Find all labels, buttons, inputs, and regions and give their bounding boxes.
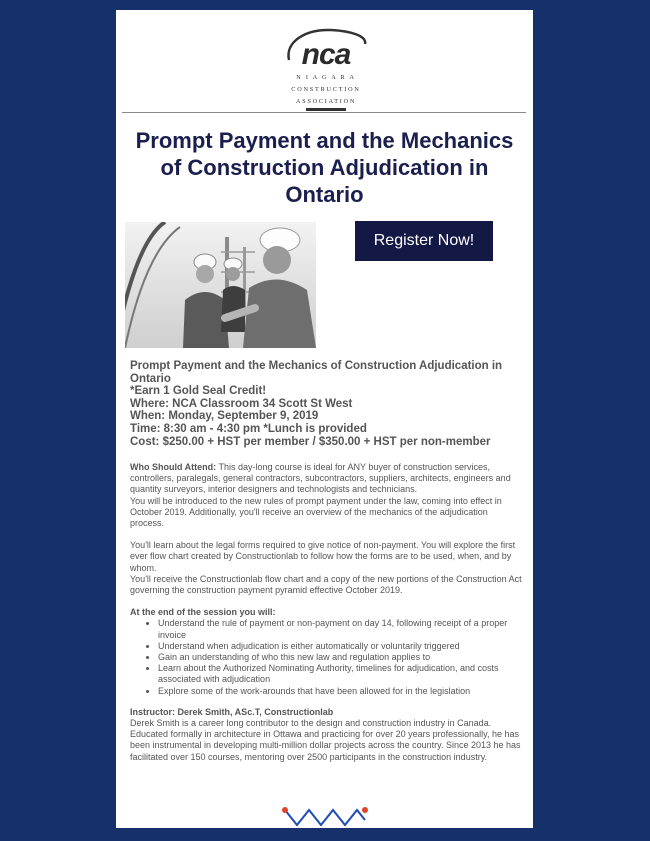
forms-text-2: You'll receive the Constructionlab flow chart and a copy of the new portions of the Construction Act governing the construction payment pyramid effective October 2019. bbox=[130, 573, 522, 596]
course-name: Prompt Payment and the Mechanics of Construction Adjudication in Ontario bbox=[130, 360, 503, 385]
instructor-heading: Instructor: Derek Smith, ASc.T, Constructionlab bbox=[130, 706, 334, 717]
list-item: • Gain an understanding of who this new law and regulation applies to bbox=[158, 652, 522, 663]
audience-text: This day-long course is ideal for ANY buyer of construction services, controllers, paralegals, general contractors, subcontractors, suppliers, architects, engineers and quantity surveyors, interior designers and technologists and technicians. bbox=[130, 462, 511, 495]
nca-logo-mark bbox=[281, 24, 371, 74]
outcomes-list bbox=[130, 618, 522, 696]
hero-photo bbox=[125, 222, 316, 348]
gold-seal-credit: *Earn 1 Gold Seal Credit! bbox=[130, 385, 267, 398]
course-description bbox=[130, 462, 522, 763]
list-item: • Learn about the Authorized Nominating Authority, timelines for adjudication, and costs associated with adjudication bbox=[158, 663, 522, 685]
page-title: Prompt Payment and the Mechanics of Construction Adjudication in Ontario bbox=[135, 128, 514, 207]
event-cost: Cost: $250.00 + HST per member / $350.00 + HST per non-member bbox=[130, 435, 491, 448]
outcomes-heading: At the end of the session you will: bbox=[130, 607, 276, 618]
logo-line-2: CONSTRUCTION bbox=[291, 86, 361, 93]
register-now-button[interactable]: Register Now! bbox=[355, 221, 493, 261]
nca-logo[interactable] bbox=[281, 24, 371, 114]
forms-text-1: You'll learn about the legal forms required to give notice of non-payment. You will explore the first ever flow chart created by Constructionlab to follow how the forms are to be used, when, and by whom. bbox=[130, 540, 516, 573]
zigzag-divider-icon bbox=[280, 805, 370, 833]
event-time: Time: 8:30 am - 4:30 pm *Lunch is provided bbox=[130, 422, 367, 435]
list-item: • Understand when adjudication is either automatically or voluntarily triggered bbox=[158, 641, 522, 652]
audience-paragraph bbox=[130, 462, 522, 529]
audience-label: Who Should Attend: bbox=[130, 462, 217, 472]
forms-paragraph bbox=[130, 540, 522, 596]
instructor-bio: Derek Smith is a career long contributor to the design and construction industry in Canada. Educated formally in architecture in Ottawa and practicing for over 20 years professionally, he has been instrumental in developing multi-million dollar projects across the country. Since 2013 he has facilitated over 150 courses, mentoring over 2500 participants in the construction industry. bbox=[130, 718, 521, 762]
logo-line-3: ASSOCIATION bbox=[295, 98, 357, 105]
event-date: When: Monday, September 9, 2019 bbox=[130, 410, 319, 423]
list-item: • Explore some of the work-arounds that have been allowed for in the legislation bbox=[158, 686, 522, 697]
logo-line-1: N I A G A R A bbox=[296, 74, 356, 81]
event-details bbox=[130, 360, 522, 448]
list-item: • Understand the rule of payment or non-payment on day 14, following receipt of a proper invoice bbox=[158, 618, 522, 640]
header-divider bbox=[122, 112, 526, 113]
email-card bbox=[116, 10, 533, 828]
logo-mark-text: nca bbox=[301, 38, 351, 71]
event-location: Where: NCA Classroom 34 Scott St West bbox=[130, 397, 353, 410]
intro-text: You will be introduced to the new rules of prompt payment under the law, coming into effect in October 2019. Additionally, you'll receive an overview of the mechanics of the adjudication process. bbox=[130, 495, 502, 529]
logo-underline bbox=[306, 108, 346, 111]
